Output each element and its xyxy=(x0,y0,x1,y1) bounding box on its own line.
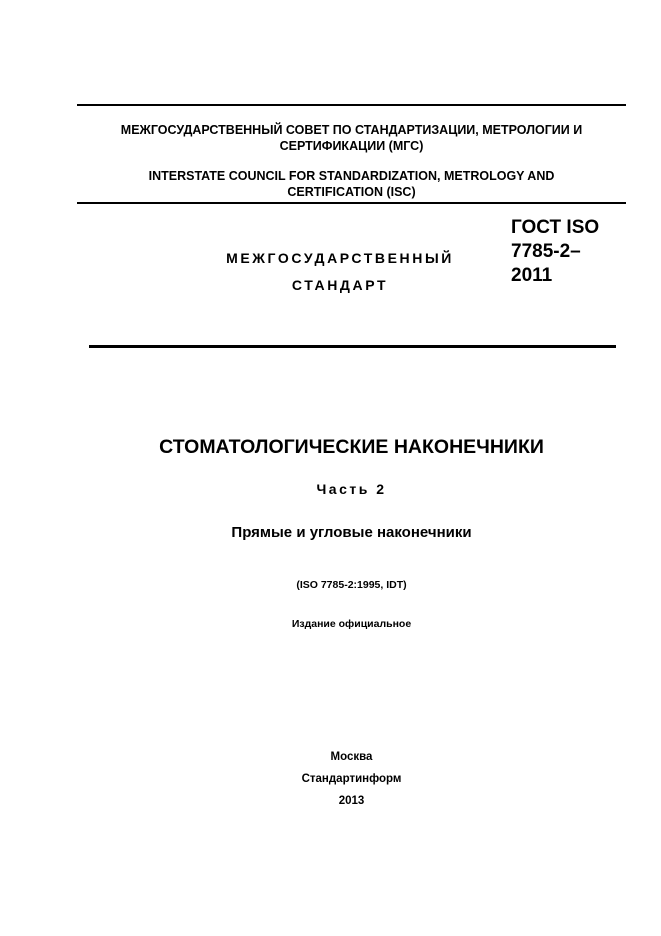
standard-number-line-2: 7785-2– xyxy=(511,241,581,262)
title-divider xyxy=(89,345,616,348)
council-name-russian xyxy=(77,122,626,154)
document-subtitle: Прямые и угловые наконечники xyxy=(231,524,472,541)
iso-reference: (ISO 7785-2:1995, IDT) xyxy=(296,579,407,591)
standard-number-line-1: ГОСТ ISO xyxy=(511,217,600,238)
standard-number xyxy=(511,216,621,288)
publication-city: Москва xyxy=(330,751,373,763)
document-title: СТОМАТОЛОГИЧЕСКИЕ НАКОНЕЧНИКИ xyxy=(159,436,544,458)
top-divider xyxy=(77,104,626,106)
standard-type-line-2: СТАНДАРТ xyxy=(291,277,389,293)
council-name-english xyxy=(77,168,626,200)
standard-number-line-3: 2011 xyxy=(511,265,553,286)
publisher-name: Стандартинформ xyxy=(301,773,402,785)
council-name-russian-line-2: СЕРТИФИКАЦИИ (МГС) xyxy=(279,139,424,153)
council-name-russian-line-1: МЕЖГОСУДАРСТВЕННЫЙ СОВЕТ ПО СТАНДАРТИЗАЦИИ, МЕТРОЛОГИИ И xyxy=(120,123,583,137)
council-name-english-line-2: CERTIFICATION (ISC) xyxy=(287,185,416,199)
publication-year: 2013 xyxy=(338,795,365,807)
standard-type-line-1: МЕЖГОСУДАРСТВЕННЫЙ xyxy=(226,250,454,266)
edition-label: Издание официальное xyxy=(291,618,412,630)
council-name-english-line-1: INTERSTATE COUNCIL FOR STANDARDIZATION, METROLOGY AND xyxy=(148,169,555,183)
part-label: Часть 2 xyxy=(316,481,387,497)
header-divider xyxy=(77,202,626,204)
